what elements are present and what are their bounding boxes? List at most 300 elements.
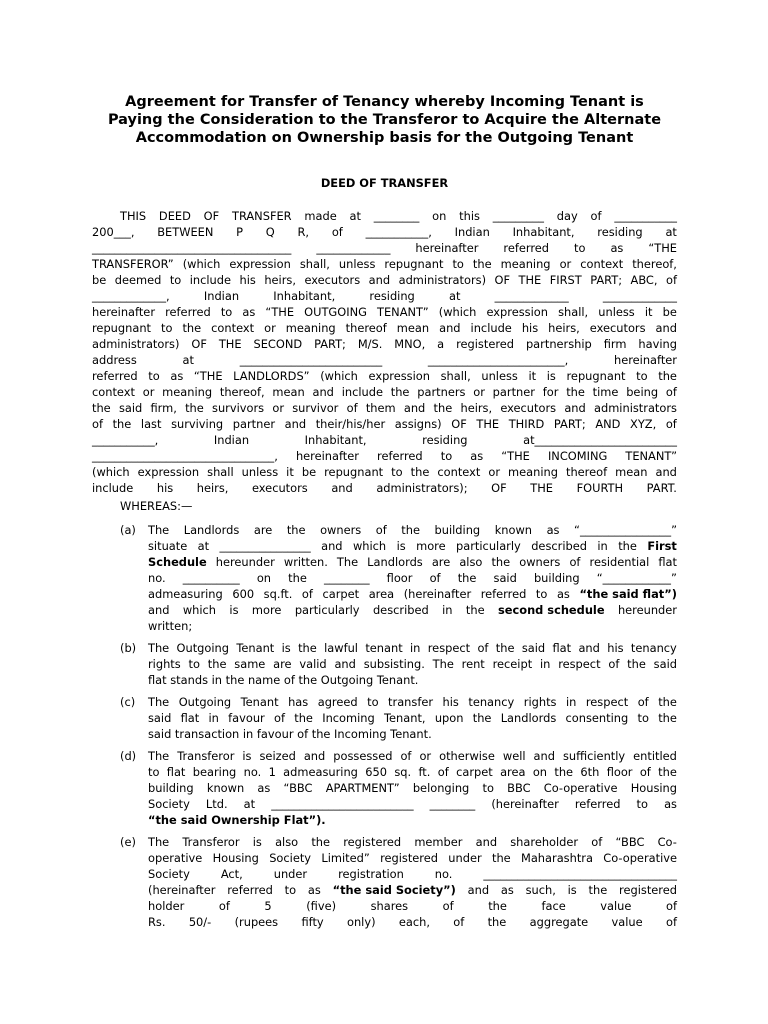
word: are — [253, 523, 273, 537]
word: as — [546, 523, 560, 537]
word: value — [600, 899, 632, 913]
recital-label: (d) — [120, 749, 137, 763]
word: residential — [589, 555, 650, 569]
document-title — [92, 93, 677, 147]
word: to — [367, 695, 379, 709]
word: of — [665, 899, 677, 913]
word: SECOND — [253, 337, 303, 351]
word: to — [452, 257, 464, 271]
word: referred — [503, 241, 550, 255]
word: OUTGOING — [304, 305, 367, 319]
word: of — [218, 899, 230, 913]
word: bearing — [192, 765, 237, 779]
word: include — [189, 273, 232, 287]
word: (five) — [306, 899, 337, 913]
word: of — [665, 915, 677, 929]
word: meaning — [162, 385, 213, 399]
word: THIRD — [508, 417, 545, 431]
word: context — [580, 257, 624, 271]
word: to — [188, 657, 200, 671]
word: repugnant — [566, 369, 626, 383]
word: of — [442, 899, 454, 913]
word: Society — [148, 797, 190, 811]
word: and — [655, 321, 677, 335]
word: value — [611, 915, 643, 929]
word: as — [664, 797, 677, 811]
word: said — [653, 657, 677, 671]
word: is — [252, 835, 262, 849]
word: of — [274, 711, 285, 725]
word: known — [206, 781, 245, 795]
word: entitled — [633, 749, 677, 763]
word: _____________, — [92, 289, 170, 303]
word: LANDLORDS” — [233, 369, 310, 383]
text-line — [92, 480, 677, 496]
word: “the said Society”) — [332, 883, 456, 897]
word: the — [457, 571, 477, 585]
text-line — [92, 352, 677, 368]
word: of — [92, 417, 103, 431]
word: the — [298, 641, 317, 655]
word: lawful — [324, 641, 358, 655]
word: Ltd. — [205, 797, 228, 811]
word: include — [470, 321, 512, 335]
word: shareholder — [510, 835, 579, 849]
word: ________ — [323, 571, 370, 585]
word: the — [207, 657, 227, 671]
word: OF — [191, 337, 207, 351]
word: to — [636, 797, 648, 811]
word: 1 — [268, 765, 276, 779]
word: of — [665, 417, 677, 431]
word: the — [487, 915, 507, 929]
word: them — [365, 401, 396, 415]
word: the — [185, 401, 204, 415]
word: of — [569, 555, 581, 569]
word: 50/- — [188, 915, 212, 929]
word: Maharashtra — [521, 851, 593, 865]
text-line — [92, 416, 677, 432]
word: Indian — [213, 433, 250, 447]
parties-paragraph — [92, 208, 677, 496]
word: administrators); — [376, 481, 468, 495]
word: under — [273, 867, 308, 881]
word: building — [533, 571, 580, 585]
word: unless — [241, 465, 279, 479]
word: operative — [148, 851, 203, 865]
word: building — [148, 781, 194, 795]
word: The — [336, 555, 359, 569]
word: _____________ — [316, 241, 391, 255]
word: of — [590, 209, 602, 223]
word: the — [182, 321, 202, 335]
text-line — [148, 656, 677, 672]
word: BETWEEN — [157, 225, 214, 239]
word: repugnant — [92, 321, 152, 335]
word: firm, — [150, 401, 177, 415]
word: their/his/her — [315, 417, 386, 431]
word: heirs, — [264, 273, 296, 287]
text-line — [92, 336, 677, 352]
word: expression — [368, 369, 430, 383]
word: holder — [148, 899, 185, 913]
recital-label: (a) — [120, 523, 136, 537]
word: executors — [251, 481, 308, 495]
word: 650 — [365, 765, 388, 779]
word: the — [472, 711, 492, 725]
word: particularly — [294, 603, 360, 617]
word: made — [304, 209, 337, 223]
word: or — [419, 749, 432, 763]
word: transfer — [388, 695, 434, 709]
text-line — [92, 384, 677, 400]
word: registered — [343, 835, 402, 849]
text-line — [92, 432, 677, 448]
word: _________________________ — [239, 353, 383, 367]
word: heirs, — [548, 321, 580, 335]
text-line — [148, 602, 677, 618]
word: FIRST — [549, 273, 582, 287]
word: more — [416, 539, 446, 553]
word: Landlords — [183, 523, 240, 537]
word: are — [273, 657, 292, 671]
word: such, — [525, 883, 556, 897]
word: meaning — [500, 257, 551, 271]
text-line-last: said transaction in favour of the Incoming Tenant. — [148, 727, 432, 741]
word: ________________ — [219, 539, 311, 553]
word: consenting — [565, 711, 629, 725]
word: THE — [530, 481, 554, 495]
word: BBC — [507, 781, 531, 795]
word: mean — [615, 465, 648, 479]
word: in — [410, 641, 421, 655]
text-line-last: “the said Ownership Flat”). — [148, 813, 326, 827]
word: also — [459, 555, 483, 569]
word: meaning — [508, 465, 558, 479]
word: First — [647, 539, 677, 553]
word: said — [148, 711, 172, 725]
word: respect — [427, 641, 471, 655]
recital-label: (e) — [120, 835, 136, 849]
word: hereinafter — [613, 353, 677, 367]
word: more — [251, 603, 282, 617]
word: XYZ, — [630, 417, 657, 431]
word: the — [491, 555, 511, 569]
word: to — [637, 711, 649, 725]
word: Limited” — [321, 851, 370, 865]
word: partner — [232, 417, 276, 431]
word: at — [349, 209, 361, 223]
word: “________________” — [574, 523, 677, 537]
word: include — [341, 385, 383, 399]
word: the — [495, 641, 515, 655]
word: Outgoing — [178, 695, 232, 709]
text-line — [148, 796, 677, 812]
word: flat — [658, 555, 677, 569]
word: known — [494, 523, 533, 537]
word: mean — [396, 321, 430, 335]
word: as — [170, 369, 184, 383]
word: second schedule — [497, 603, 605, 617]
text-line — [148, 522, 677, 538]
word: unless — [338, 257, 376, 271]
word: is — [567, 883, 577, 897]
word: said — [521, 641, 546, 655]
word: at — [243, 797, 256, 811]
word: Rs. — [148, 915, 166, 929]
word: expression — [137, 465, 200, 479]
word: of — [400, 749, 412, 763]
word: rent — [461, 657, 485, 671]
word: to — [148, 765, 160, 779]
word: of — [639, 765, 651, 779]
text-line-last: flat stands in the name of the Outgoing Tenant. — [148, 673, 419, 687]
word: member — [414, 835, 463, 849]
word: written. — [283, 555, 328, 569]
word: ________ — [373, 209, 420, 223]
word: and — [321, 539, 343, 553]
word: the — [472, 257, 492, 271]
word: of — [637, 695, 649, 709]
word: owners — [320, 523, 362, 537]
word: on — [256, 571, 272, 585]
word: a — [437, 337, 445, 351]
word: referred — [227, 883, 273, 897]
word: The — [148, 523, 170, 537]
word: Tenant — [240, 695, 279, 709]
word: THIS — [120, 209, 147, 223]
word: firm — [603, 337, 627, 351]
word: THE — [218, 337, 242, 351]
word: “THE — [501, 449, 530, 463]
word: fifty — [301, 915, 324, 929]
word: admeasuring — [148, 587, 223, 601]
word: rights — [148, 657, 181, 671]
word: _________________________ — [271, 797, 414, 811]
word: tenancy — [468, 695, 515, 709]
word: Co-operative — [603, 851, 677, 865]
word: ___________, — [92, 433, 159, 447]
word: (hereinafter — [403, 587, 472, 601]
word: the — [658, 369, 677, 383]
word: shall — [207, 465, 234, 479]
word: Landlords — [500, 711, 557, 725]
word: the — [288, 571, 307, 585]
word: Housing — [630, 781, 677, 795]
word: registration — [338, 867, 404, 881]
word: of — [301, 587, 313, 601]
word: The — [148, 749, 170, 763]
word: and — [331, 481, 353, 495]
word: deemed — [114, 273, 162, 287]
recital-text — [148, 640, 677, 688]
word: “the said flat”) — [579, 587, 677, 601]
word: seized — [259, 749, 296, 763]
word: Transferor — [177, 749, 235, 763]
word: __________________________________ — [483, 867, 677, 881]
word: the — [286, 523, 306, 537]
word: the — [433, 401, 453, 415]
word: and — [368, 273, 391, 287]
text-line — [92, 208, 677, 224]
word: INCOMING — [547, 449, 608, 463]
text-line — [148, 694, 677, 710]
text-line — [148, 834, 677, 850]
word: referred — [377, 449, 423, 463]
word: to — [636, 369, 648, 383]
word: administrators — [594, 401, 677, 415]
word: carpet — [322, 587, 360, 601]
word: the — [618, 539, 637, 553]
word: Tenant — [236, 641, 275, 655]
word: owners — [519, 555, 561, 569]
word: AND — [595, 417, 621, 431]
word: OF — [451, 417, 467, 431]
word: Q — [265, 225, 275, 239]
word: the — [465, 603, 485, 617]
word: subsisting. — [363, 657, 425, 671]
word: the — [112, 417, 132, 431]
word: which — [352, 539, 387, 553]
word: to — [148, 369, 160, 383]
word: __________ — [182, 571, 240, 585]
word: otherwise — [439, 749, 495, 763]
text-line — [92, 272, 677, 288]
word: and — [284, 417, 307, 431]
word: also — [275, 835, 299, 849]
word: hereinafter — [92, 305, 155, 319]
word: is — [229, 603, 239, 617]
word: “THE — [193, 369, 223, 383]
word: and — [564, 401, 586, 415]
word: DEED — [158, 209, 191, 223]
text-line — [92, 240, 677, 256]
word: at — [665, 225, 677, 239]
word: 5 — [264, 899, 272, 913]
text-line — [148, 866, 677, 882]
word: it — [528, 369, 537, 383]
word: flat — [166, 765, 186, 779]
word: as — [556, 587, 570, 601]
text-line — [148, 882, 677, 898]
word: referred — [480, 587, 527, 601]
word: APARTMENT” — [325, 781, 400, 795]
word: registered — [619, 883, 677, 897]
word: and — [403, 401, 426, 415]
word: Incoming — [322, 711, 375, 725]
word: _____________ — [494, 289, 569, 303]
word: upon — [434, 711, 464, 725]
word: area — [368, 587, 395, 601]
word: possessed — [333, 749, 393, 763]
word: repugnant — [384, 257, 444, 271]
word: same — [234, 657, 266, 671]
word: executors — [589, 321, 646, 335]
word: The — [148, 835, 170, 849]
word: Indian — [203, 289, 240, 303]
word: the — [658, 695, 677, 709]
word: Co- — [657, 835, 677, 849]
word: to — [482, 781, 494, 795]
word: or — [272, 401, 284, 415]
word: as — [500, 883, 514, 897]
word: in — [565, 695, 577, 709]
recital-text — [148, 748, 677, 828]
word: the — [658, 765, 677, 779]
word: as — [610, 241, 624, 255]
word: sq. — [394, 765, 412, 779]
word: the — [491, 851, 511, 865]
text-line — [92, 288, 677, 304]
word: the — [554, 765, 574, 779]
word: under — [448, 851, 482, 865]
word: day — [556, 209, 578, 223]
word: MNO, — [394, 337, 426, 351]
word: meaning — [285, 321, 336, 335]
word: or — [559, 257, 572, 271]
word: “____________” — [596, 571, 677, 585]
word: the — [488, 899, 507, 913]
word: floor — [606, 765, 633, 779]
word: face — [541, 899, 566, 913]
word: Schedule — [148, 555, 207, 569]
word: in — [597, 539, 608, 553]
word: or — [142, 385, 155, 399]
word: in — [442, 603, 453, 617]
word: the — [401, 523, 420, 537]
deed-heading: DEED OF TRANSFER — [320, 176, 449, 190]
word: 600 — [232, 587, 255, 601]
word: the — [566, 385, 585, 399]
text-line — [148, 764, 677, 780]
word: only) — [346, 915, 376, 929]
word: PART; — [314, 337, 346, 351]
word: heirs, — [196, 481, 229, 495]
word: expression — [229, 257, 291, 271]
word: and — [533, 749, 555, 763]
word: at — [449, 289, 461, 303]
word: “BBC — [283, 781, 313, 795]
word: “BBC — [615, 835, 645, 849]
word: shares — [370, 899, 409, 913]
word: at — [197, 539, 210, 553]
word: last — [140, 417, 162, 431]
word: at_________________________ — [523, 433, 677, 447]
text-line — [148, 554, 677, 570]
word: of — [477, 641, 489, 655]
word: Inhabitant, — [512, 225, 575, 239]
word: to — [391, 465, 403, 479]
word: as — [307, 883, 321, 897]
word: The — [148, 641, 170, 655]
word: having — [638, 337, 677, 351]
word: the — [627, 657, 646, 671]
word: and — [439, 321, 461, 335]
text-line — [92, 304, 677, 320]
word: to — [169, 273, 182, 287]
word: PART; — [590, 273, 623, 287]
word: include — [92, 481, 134, 495]
word: mean — [272, 385, 305, 399]
word: executors — [500, 401, 557, 415]
word: ___________________________________ — [92, 241, 292, 255]
recital-text — [148, 834, 677, 930]
word: hereinafter — [295, 449, 359, 463]
word: address — [92, 353, 137, 367]
word: the — [390, 385, 410, 399]
word: context — [92, 385, 135, 399]
word: the — [311, 835, 331, 849]
